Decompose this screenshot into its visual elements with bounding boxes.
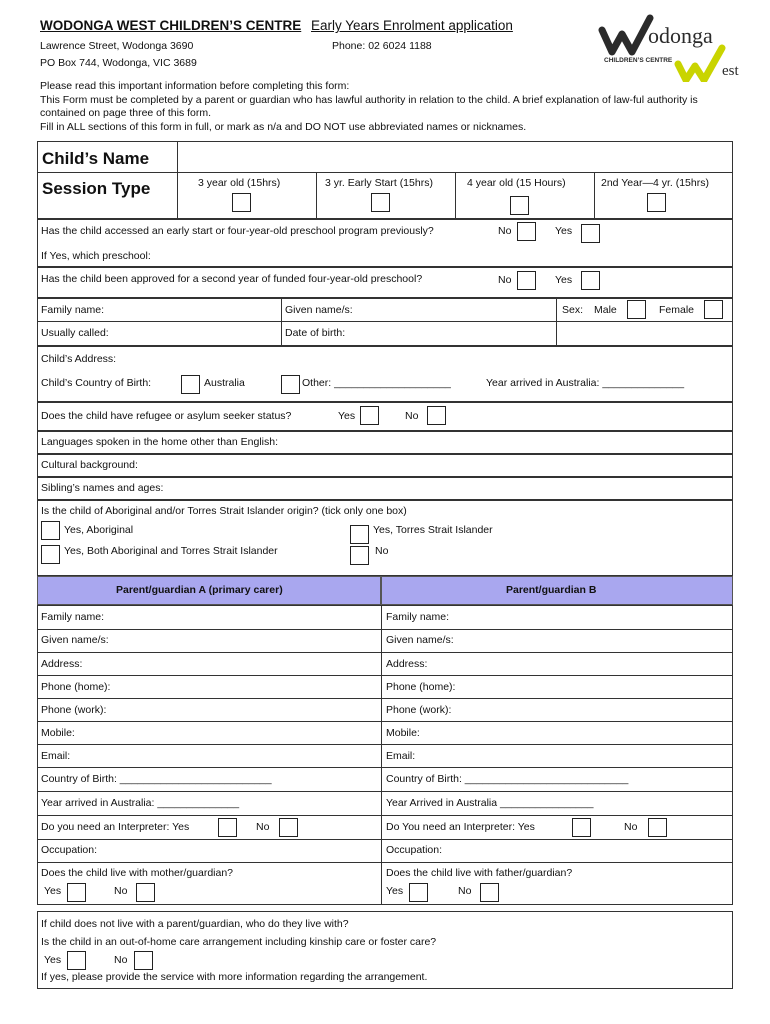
which-preschool-label: If Yes, which preschool: (41, 250, 151, 262)
parent-b-live-yes-checkbox[interactable] (409, 883, 428, 902)
atsi-torres-label: Yes, Torres Strait Islander (373, 524, 493, 536)
atsi-both-checkbox[interactable] (41, 545, 60, 564)
atsi-aboriginal-label: Yes, Aboriginal (64, 524, 134, 536)
org-name: WODONGA WEST CHILDREN’S CENTRE (40, 18, 302, 33)
session-type-label: Session Type (42, 179, 151, 198)
parent-a-live-no-checkbox[interactable] (136, 883, 155, 902)
parent-a-email-label: Email: (41, 750, 71, 762)
child-country-birth-label: Child’s Country of Birth: (41, 377, 152, 389)
parent-a-country-label: Country of Birth: __________________________ (41, 773, 272, 785)
refugee-yes-checkbox[interactable] (360, 406, 379, 425)
care-no-checkbox[interactable] (134, 951, 153, 970)
parent-b-family-name-label: Family name: (386, 611, 450, 623)
child-given-names-label: Given name/s: (285, 304, 353, 316)
parent-a-live-no-label: No (114, 885, 128, 897)
second-year-yes-checkbox[interactable] (581, 271, 600, 290)
parents-grid (37, 605, 733, 905)
sex-female-label: Female (659, 304, 695, 316)
address-line-2: PO Box 744, Wodonga, VIC 3689 (40, 57, 197, 69)
atsi-no-label: No (375, 545, 389, 557)
phone-number: Phone: 02 6024 1188 (332, 40, 432, 52)
parent-a-phone-home-label: Phone (home): (41, 681, 111, 693)
country-australia-checkbox[interactable] (181, 375, 200, 394)
parent-b-live-no-checkbox[interactable] (480, 883, 499, 902)
country-other-label: Other: ____________________ (302, 377, 451, 389)
parent-a-interpreter-no-checkbox[interactable] (279, 818, 298, 837)
parent-a-interpreter-label: Do you need an Interpreter: Yes (41, 821, 190, 833)
atsi-aboriginal-checkbox[interactable] (41, 521, 60, 540)
parent-a-interpreter-no-label: No (256, 821, 270, 833)
parent-a-live-yes-label: Yes (44, 885, 62, 897)
atsi-torres-checkbox[interactable] (350, 525, 369, 544)
atsi-question: Is the child of Aboriginal and/or Torres Strait Islander origin? (tick only one box) (41, 505, 407, 517)
parent-b-email-label: Email: (386, 750, 416, 762)
refugee-no-label: No (405, 410, 419, 422)
form-subtitle: Early Years Enrolment application (311, 18, 513, 33)
preschool-yes-checkbox[interactable] (581, 224, 600, 243)
parent-b-phone-home-label: Phone (home): (386, 681, 456, 693)
sex-female-checkbox[interactable] (704, 300, 723, 319)
sex-male-label: Male (594, 304, 617, 316)
parent-b-interpreter-label: Do You need an Interpreter: Yes (386, 821, 535, 833)
cultural-label: Cultural background: (41, 459, 138, 471)
session-3yo-early-label: 3 yr. Early Start (15hrs) (325, 177, 433, 189)
second-year-question: Has the child been approved for a second year of funded four-year-old preschool? (41, 273, 423, 285)
session-2nd-year-label: 2nd Year—4 yr. (15hrs) (601, 177, 709, 189)
parent-b-live-question: Does the child live with father/guardian? (386, 867, 573, 879)
parent-a-live-yes-checkbox[interactable] (67, 883, 86, 902)
session-4yo-checkbox[interactable] (510, 196, 529, 215)
parent-a-mobile-label: Mobile: (41, 727, 75, 739)
refugee-question: Does the child have refugee or asylum seeker status? (41, 410, 292, 422)
child-usually-called-label: Usually called: (41, 327, 109, 339)
country-other-checkbox[interactable] (281, 375, 300, 394)
session-3yo-early-checkbox[interactable] (371, 193, 390, 212)
logo-word-2: est (722, 63, 739, 79)
centre-logo (598, 4, 748, 82)
child-name-field[interactable] (180, 143, 730, 170)
out-of-home-care-question: Is the child in an out-of-home care arrangement including kinship care or foster care? (41, 936, 437, 948)
intro-line: This Form must be completed by a parent or guardian who has lawful authority in relation to the child. A brief explanation of law-ful authority is contained on page three of this form. (40, 93, 698, 120)
preschool-question: Has the child accessed an early start or four-year-old preschool program previously? (41, 225, 434, 237)
languages-label: Languages spoken in the home other than English: (41, 436, 279, 448)
parent-a-interpreter-yes-checkbox[interactable] (218, 818, 237, 837)
parent-a-live-question: Does the child live with mother/guardian? (41, 867, 234, 879)
parent-a-year-label: Year arrived in Australia: ______________ (41, 797, 240, 809)
child-year-arrived-label: Year arrived in Australia: ______________ (486, 377, 685, 389)
logo-word-1: odonga (648, 23, 713, 48)
child-dob-label: Date of birth: (285, 327, 346, 339)
parent-b-country-label: Country of Birth: ____________________________ (386, 773, 629, 785)
child-address-label: Child’s Address: (41, 353, 117, 365)
preschool-yes-label: Yes (555, 225, 573, 237)
parent-b-occupation-label: Occupation: (386, 844, 443, 856)
parent-b-mobile-label: Mobile: (386, 727, 420, 739)
refugee-no-checkbox[interactable] (427, 406, 446, 425)
parent-b-live-yes-label: Yes (386, 885, 404, 897)
cultural-row (37, 454, 733, 477)
second-year-no-checkbox[interactable] (517, 271, 536, 290)
parent-b-address-label: Address: (386, 658, 428, 670)
child-address-section (37, 346, 733, 402)
live-with-question: If child does not live with a parent/guardian, who do they live with? (41, 918, 349, 930)
parent-a-occupation-label: Occupation: (41, 844, 98, 856)
session-4yo-label: 4 year old (15 Hours) (467, 177, 566, 189)
parent-b-given-names-label: Given name/s: (386, 634, 454, 646)
parent-a-family-name-label: Family name: (41, 611, 105, 623)
parent-b-year-label: Year Arrived in Australia ________________ (386, 797, 594, 809)
siblings-label: Sibling’s names and ages: (41, 482, 164, 494)
sex-male-checkbox[interactable] (627, 300, 646, 319)
parent-b-live-no-label: No (458, 885, 472, 897)
parent-b-phone-work-label: Phone (work): (386, 704, 452, 716)
parent-b-title: Parent/guardian B (506, 584, 597, 596)
parent-a-given-names-label: Given name/s: (41, 634, 109, 646)
preschool-no-checkbox[interactable] (517, 222, 536, 241)
refugee-yes-label: Yes (338, 410, 356, 422)
child-sex-label: Sex: (562, 304, 584, 316)
care-no-label: No (114, 954, 128, 966)
parent-a-phone-work-label: Phone (work): (41, 704, 107, 716)
preschool-no-label: No (498, 225, 512, 237)
logo-subtitle: CHILDREN’S CENTRE (604, 57, 673, 64)
intro-line: Fill in ALL sections of this form in full, or mark as n/a and DO NOT use abbreviated names or nicknames. (40, 120, 527, 133)
intro-instructions (40, 80, 730, 134)
care-yes-checkbox[interactable] (67, 951, 86, 970)
session-3yo-checkbox[interactable] (232, 193, 251, 212)
atsi-both-label: Yes, Both Aboriginal and Torres Strait Islander (64, 545, 278, 557)
parent-a-address-label: Address: (41, 658, 83, 670)
address-line-1: Lawrence Street, Wodonga 3690 (40, 40, 194, 52)
session-2nd-year-checkbox[interactable] (647, 193, 666, 212)
child-family-name-label: Family name: (41, 304, 105, 316)
parent-a-title: Parent/guardian A (primary carer) (116, 584, 283, 596)
parent-b-interpreter-no-checkbox[interactable] (648, 818, 667, 837)
atsi-no-checkbox[interactable] (350, 546, 369, 565)
parent-b-interpreter-no-label: No (624, 821, 638, 833)
intro-line: Please read this important information before completing this form: (40, 80, 350, 92)
second-year-yes-label: Yes (555, 274, 573, 286)
care-more-info-text: If yes, please provide the service with more information regarding the arrangement. (41, 971, 428, 983)
country-australia-label: Australia (204, 377, 245, 389)
form-title (40, 19, 513, 33)
care-yes-label: Yes (44, 954, 62, 966)
session-3yo-label: 3 year old (15hrs) (198, 177, 281, 189)
second-year-no-label: No (498, 274, 512, 286)
child-name-label: Child’s Name (42, 149, 150, 168)
parent-b-interpreter-yes-checkbox[interactable] (572, 818, 591, 837)
